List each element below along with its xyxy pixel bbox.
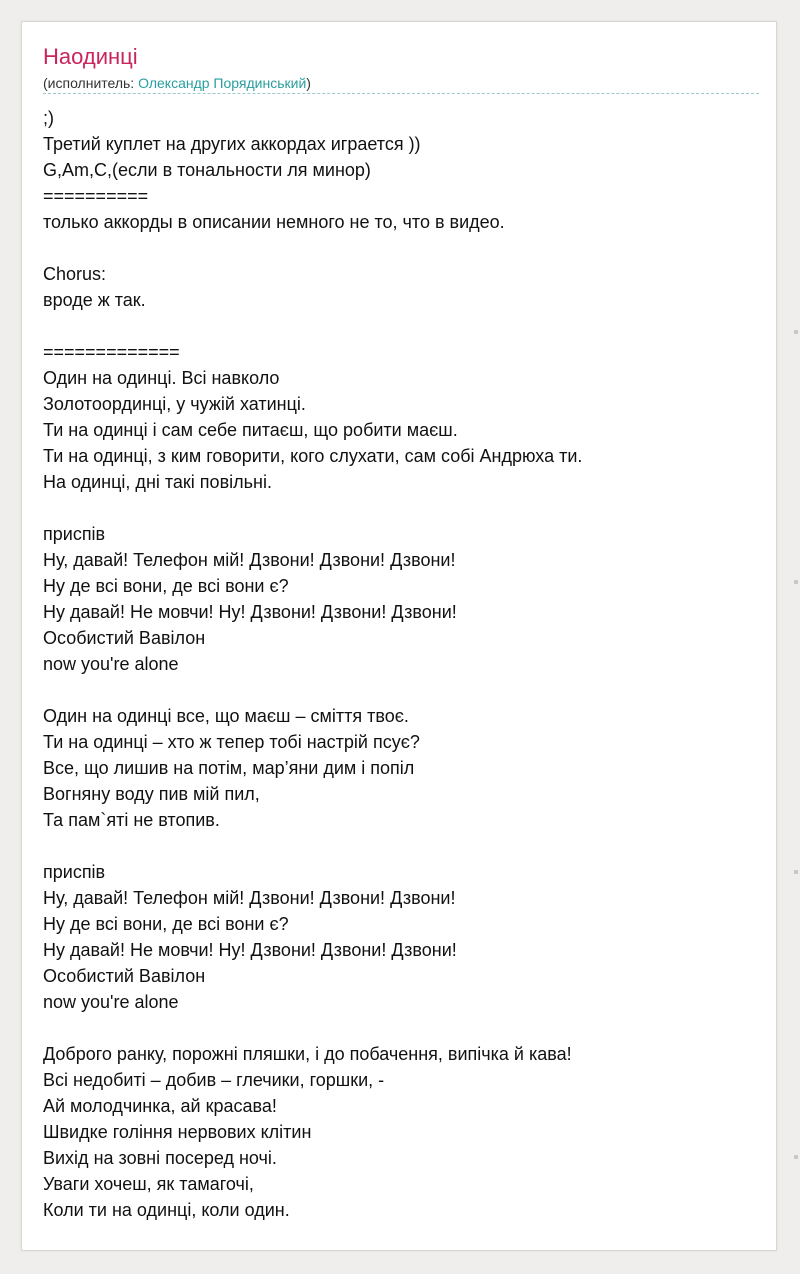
- lyrics-blank-line: [43, 313, 759, 339]
- artist-link[interactable]: Олександр Порядинський: [138, 75, 307, 91]
- lyrics-text: [43, 105, 759, 1223]
- lyrics-blank-line: [43, 677, 759, 703]
- lyrics-line: Всі недобиті – добив – глечики, горшки, -: [43, 1070, 385, 1090]
- edge-mark: [794, 330, 798, 334]
- lyrics-line: Вогняну воду пив мій пил,: [43, 784, 260, 804]
- edge-mark: [794, 870, 798, 874]
- lyrics-line: ;): [43, 108, 54, 128]
- lyrics-line: Коли ти на одинці, коли один.: [43, 1200, 290, 1220]
- performer-suffix: ): [306, 75, 311, 91]
- song-card: [21, 21, 777, 1251]
- header-divider: [43, 93, 759, 94]
- edge-mark: [794, 1155, 798, 1159]
- lyrics-blank-line: [43, 495, 759, 521]
- lyrics-line: Ну, давай! Телефон мій! Дзвони! Дзвони! Дзвони!: [43, 888, 456, 908]
- lyrics-line: Ну де всі вони, де всі вони є?: [43, 914, 289, 934]
- lyrics-line: Та пам`яті не втопив.: [43, 810, 220, 830]
- lyrics-line: Особистий Вавілон: [43, 966, 206, 986]
- lyrics-line: Ну де всі вони, де всі вони є?: [43, 576, 289, 596]
- lyrics-line: Ай молодчинка, ай красава!: [43, 1096, 277, 1116]
- lyrics-blank-line: [43, 1015, 759, 1041]
- song-title: Наодинці: [43, 44, 138, 69]
- lyrics-line: Ну, давай! Телефон мій! Дзвони! Дзвони! Дзвони!: [43, 550, 456, 570]
- lyrics-blank-line: [43, 235, 759, 261]
- lyrics-line: Один на одинці. Всі навколо: [43, 368, 280, 388]
- lyrics-line: G,Am,C,(если в тональности ля минор): [43, 160, 371, 180]
- lyrics-line: Вихід на зовні посеред ночі.: [43, 1148, 277, 1168]
- lyrics-line: На одинці, дні такі повільні.: [43, 472, 272, 492]
- lyrics-line: Ти на одинці – хто ж тепер тобі настрій псує?: [43, 732, 420, 752]
- lyrics-line: приспів: [43, 862, 106, 882]
- lyrics-line: вроде ж так.: [43, 290, 146, 310]
- lyrics-line: Один на одинці все, що маєш – сміття твоє.: [43, 706, 409, 726]
- lyrics-line: Золотоординці, у чужій хатинці.: [43, 394, 306, 414]
- lyrics-line: now you're alone: [43, 992, 179, 1012]
- lyrics-line: Уваги хочеш, як тамагочі,: [43, 1174, 254, 1194]
- lyrics-line: now you're alone: [43, 654, 179, 674]
- lyrics-line: Третий куплет на других аккордах играется )): [43, 134, 421, 154]
- lyrics-line: Особистий Вавілон: [43, 628, 206, 648]
- lyrics-line: Ну давай! Не мовчи! Ну! Дзвони! Дзвони! Дзвони!: [43, 940, 457, 960]
- lyrics-line: Ти на одинці, з ким говорити, кого слухати, сам собі Андрюха ти.: [43, 446, 583, 466]
- performer-prefix: (исполнитель:: [43, 75, 139, 91]
- lyrics-line: =============: [43, 342, 180, 362]
- lyrics-line: Ти на одинці і сам себе питаєш, що робити маєш.: [43, 420, 458, 440]
- lyrics-line: Швидке гоління нервових клітин: [43, 1122, 312, 1142]
- edge-mark: [794, 580, 798, 584]
- lyrics-line: только аккорды в описании немного не то, что в видео.: [43, 212, 505, 232]
- lyrics-line: Chorus:: [43, 264, 107, 284]
- lyrics-line: приспів: [43, 524, 106, 544]
- lyrics-blank-line: [43, 833, 759, 859]
- lyrics-line: Доброго ранку, порожні пляшки, і до побачення, випічка й кава!: [43, 1044, 572, 1064]
- lyrics-line: ==========: [43, 186, 149, 206]
- performer-line: [43, 74, 311, 92]
- lyrics-line: Ну давай! Не мовчи! Ну! Дзвони! Дзвони! Дзвони!: [43, 602, 457, 622]
- lyrics-line: Все, що лишив на потім, мар’яни дим і попіл: [43, 758, 415, 778]
